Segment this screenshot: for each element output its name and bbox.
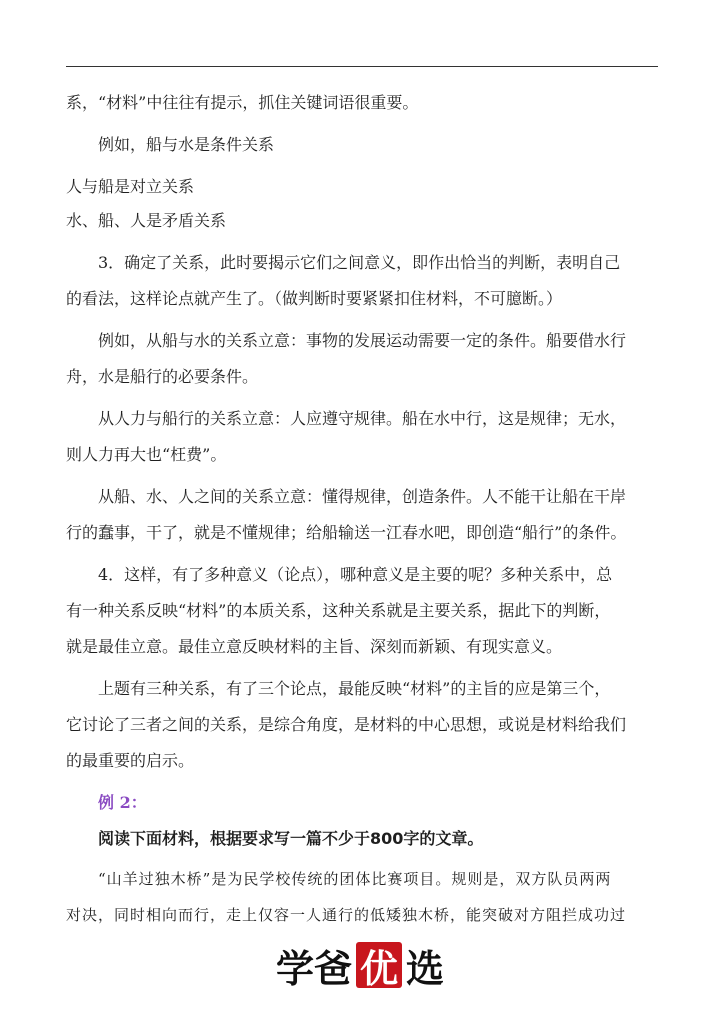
body-line: 3．确定了关系，此时要揭示它们之间意义，即作出恰当的判断，表明自己: [98, 253, 621, 272]
body-line: 例如，船与水是条件关系: [98, 135, 275, 154]
body-line: 有一种关系反映“材料”的本质关系，这种关系就是主要关系，据此下的判断，: [66, 601, 611, 620]
body-line: 水、船、人是矛盾关系: [66, 211, 227, 230]
body-line: 行的蠢事，干了，就是不懂规律；给船输送一江春水吧，即创造“船行”的条件。: [66, 523, 627, 542]
body-line: 则人力再大也“枉费”。: [66, 445, 227, 464]
task-instruction: 阅读下面材料，根据要求写一篇不少于800字的文章。: [98, 829, 484, 848]
body-line: 它讨论了三者之间的关系，是综合角度，是材料的中心思想，或说是材料给我们: [66, 715, 627, 734]
body-line: 上题有三种关系，有了三个论点，最能反映“材料”的主旨的应是第三个，: [98, 679, 611, 698]
header-rule: [66, 66, 658, 67]
body-line: 4．这样，有了多种意义（论点），哪种意义是主要的呢？多种关系中，总: [98, 565, 613, 584]
watermark-text: 选: [406, 946, 445, 991]
body-line: 舟，水是船行的必要条件。: [66, 367, 259, 386]
body-line: 例如，从船与水的关系立意：事物的发展运动需要一定的条件。船要借水行: [98, 331, 627, 350]
body-line: 就是最佳立意。最佳立意反映材料的主旨、深刻而新颖、有现实意义。: [66, 637, 563, 656]
body-line: 的最重要的启示。: [66, 751, 195, 770]
watermark-text: 学爸: [276, 946, 353, 991]
body-line: 的看法，这样论点就产生了。（做判断时要紧紧扣住材料，不可臆断。）: [66, 289, 563, 308]
material-line: 对决，同时相向而行，走上仅容一人通行的低矮独木桥，能突破对方阻拦成功过: [66, 906, 627, 924]
body-line: 人与船是对立关系: [66, 177, 195, 196]
body-line: 系，“材料”中往往有提示，抓住关键词语很重要。: [66, 93, 419, 112]
material-line: “山羊过独木桥”是为民学校传统的团体比赛项目。规则是，双方队员两两: [98, 870, 612, 888]
body-line: 从人力与船行的关系立意：人应遵守规律。船在水中行，这是规律；无水，: [98, 409, 627, 428]
watermark-highlight: 优: [356, 942, 402, 988]
body-line: 从船、水、人之间的关系立意：懂得规律，创造条件。人不能干让船在干岸: [98, 487, 627, 506]
watermark-logo: [276, 940, 444, 990]
example-label: 例 2：: [98, 793, 147, 812]
